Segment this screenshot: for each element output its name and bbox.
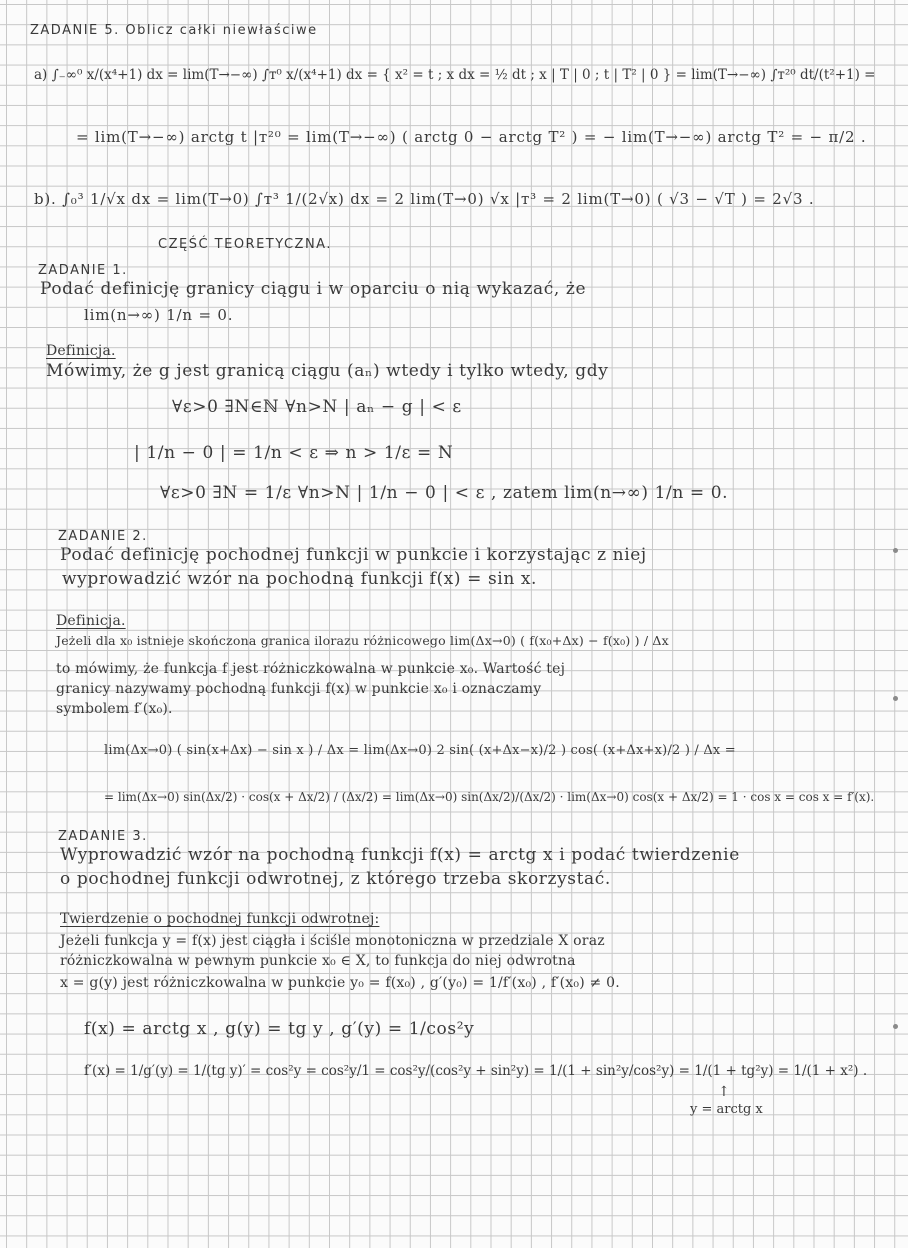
arrow-up-icon: ↑ xyxy=(718,1084,730,1100)
zadanie3-note: y = arctg x xyxy=(690,1102,763,1117)
zadanie2-calc-line1: lim(Δx→0) ( sin(x+Δx) − sin x ) / Δx = lim(Δx→0) 2 sin( (x+Δx−x)/2 ) cos( (x+Δx+x)/2 ) / Δx = xyxy=(104,743,736,758)
zadanie3-header: ZADANIE 3. xyxy=(58,829,148,844)
zadanie2-def-line3: granicy nazywamy pochodną funkcji f(x) w punkcie x₀ i oznaczamy xyxy=(56,681,542,697)
czesc-teoretyczna: CZĘŚĆ TEORETYCZNA. xyxy=(158,237,332,252)
zadanie1-task-line2: lim(n→∞) 1/n = 0. xyxy=(84,306,234,324)
punch-hole xyxy=(893,548,898,553)
zadanie2-def-line2: to mówimy, że funkcja f jest różniczkowalna w punkcie x₀. Wartość tej xyxy=(56,661,566,677)
zadanie2-calc-line2: = lim(Δx→0) sin(Δx/2) · cos(x + Δx/2) / (Δx/2) = lim(Δx→0) sin(Δx/2)/(Δx/2) · lim(Δx→0) cos(x + Δx/2) = 1 · cos x = cos x = f′(x). xyxy=(104,790,875,804)
zadanie1-proof-line1: | 1/n − 0 | = 1/n < ε ⇒ n > 1/ε = N xyxy=(134,443,454,463)
zadanie1-header: ZADANIE 1. xyxy=(38,263,128,278)
zadanie3-thm-title: Twierdzenie o pochodnej funkcji odwrotnej: xyxy=(60,911,380,927)
zadanie1-def-title: Definicja. xyxy=(46,343,116,359)
zadanie2-def-line1: Jeżeli dla x₀ istnieje skończona granica ilorazu różnicowego lim(Δx→0) ( f(x₀+Δx) − f(x₀) ) / Δx xyxy=(56,633,669,648)
zadanie5-a-line2: = lim(T→−∞) arctg t |ᴛ²⁰ = lim(T→−∞) ( arctg 0 − arctg T² ) = − lim(T→−∞) arctg T² = − π/2 . xyxy=(76,128,867,146)
zadanie3-task-line1: Wyprowadzić wzór na pochodną funkcji f(x) = arctg x i podać twierdzenie xyxy=(60,845,740,865)
zadanie2-def-line4: symbolem f′(x₀). xyxy=(56,701,173,717)
zadanie1-proof-line2: ∀ε>0 ∃N = 1/ε ∀n>N | 1/n − 0 | < ε , zatem lim(n→∞) 1/n = 0. xyxy=(160,483,729,503)
punch-hole xyxy=(893,1024,898,1029)
zadanie2-def-title: Definicja. xyxy=(56,613,126,629)
zadanie3-thm-line1: Jeżeli funkcja y = f(x) jest ciągła i ściśle monotoniczna w przedziale X oraz xyxy=(60,933,605,949)
zadanie5-a-line1: a) ∫₋∞⁰ x/(x⁴+1) dx = lim(T→−∞) ∫ᴛ⁰ x/(x⁴+1) dx = { x² = t ; x dx = ½ dt ; x | T | 0 ; t | T² | 0 } = lim(T→−∞) ∫ᴛ²⁰ dt/(t²+1) = xyxy=(34,67,876,83)
zadanie3-thm-line3: x = g(y) jest różniczkowalna w punkcie y₀ = f(x₀) , g′(y₀) = 1/f′(x₀) , f′(x₀) ≠ 0. xyxy=(60,975,620,991)
zadanie3-calc-line2: f′(x) = 1/g′(y) = 1/(tg y)′ = cos²y = cos²y/1 = cos²y/(cos²y + sin²y) = 1/(1 + sin²y/cos²y) = 1/(1 + tg²y) = 1/(1 + x²) . xyxy=(84,1063,868,1079)
zadanie5-b-line: b). ∫₀³ 1/√x dx = lim(T→0) ∫ᴛ³ 1/(2√x) dx = 2 lim(T→0) √x |ᴛ³ = 2 lim(T→0) ( √3 − √T ) = 2√3 . xyxy=(34,190,815,208)
zadanie5-header: ZADANIE 5. Oblicz całki niewłaściwe xyxy=(30,23,318,38)
zadanie3-thm-line2: różniczkowalna w pewnym punkcie x₀ ∈ X, to funkcja do niej odwrotna xyxy=(60,953,576,969)
zadanie3-calc-line1: f(x) = arctg x , g(y) = tg y , g′(y) = 1/cos²y xyxy=(84,1019,475,1039)
zadanie2-task-line1: Podać definicję pochodnej funkcji w punkcie i korzystając z niej xyxy=(60,545,647,565)
zadanie2-header: ZADANIE 2. xyxy=(58,529,148,544)
zadanie2-task-line2: wyprowadzić wzór na pochodną funkcji f(x) = sin x. xyxy=(62,569,538,589)
zadanie1-def-line2: ∀ε>0 ∃N∈ℕ ∀n>N | aₙ − g | < ε xyxy=(172,397,462,417)
zadanie3-task-line2: o pochodnej funkcji odwrotnej, z którego trzeba skorzystać. xyxy=(60,869,611,889)
punch-hole xyxy=(893,696,898,701)
zadanie1-task-line1: Podać definicję granicy ciągu i w oparciu o nią wykazać, że xyxy=(40,279,587,299)
zadanie1-def-line1: Mówimy, że g jest granicą ciągu (aₙ) wtedy i tylko wtedy, gdy xyxy=(46,361,609,381)
